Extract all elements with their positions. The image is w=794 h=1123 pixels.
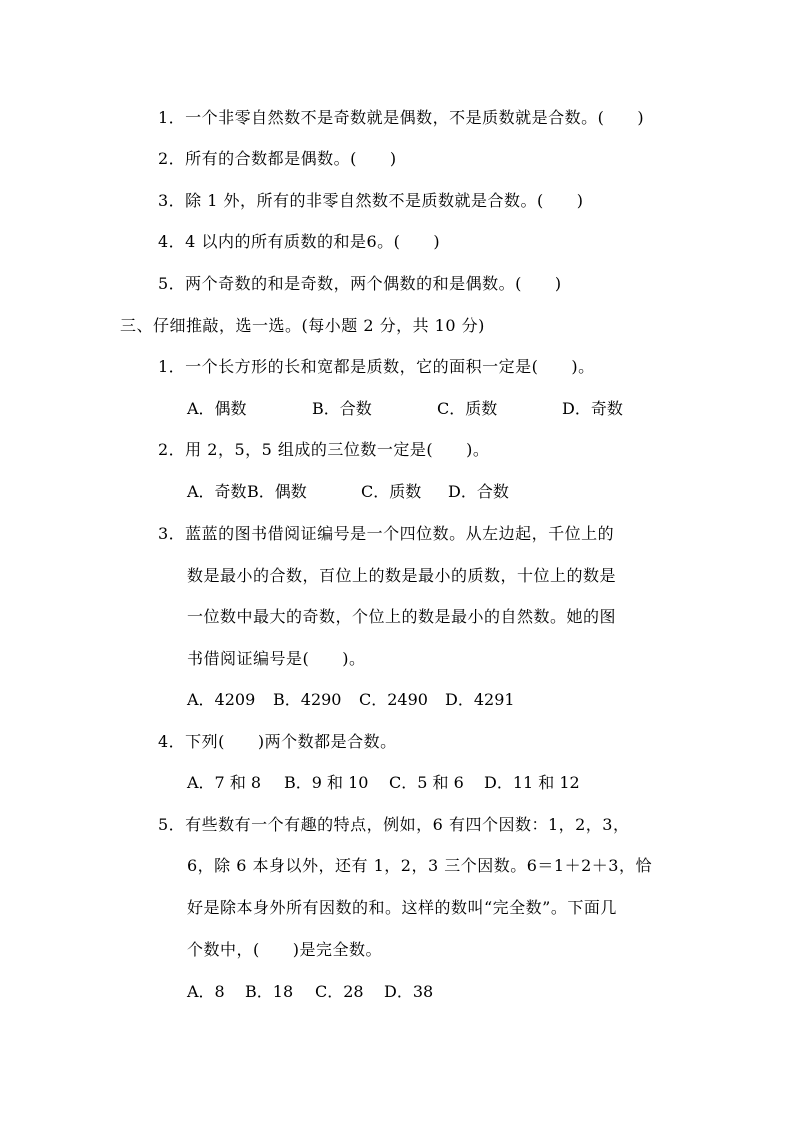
question-3-stem-line-3: 一位数中最大的奇数，个位上的数是最小的自然数。她的图 bbox=[187, 607, 617, 626]
tf-item-5: 5．两个奇数的和是奇数，两个偶数的和是偶数。( ) bbox=[158, 274, 562, 293]
question-5-stem-line-3: 好是除本身外所有因数的和。这样的数叫“完全数”。下面几 bbox=[187, 898, 617, 917]
q2-option-b: B．偶数 bbox=[247, 482, 307, 501]
question-5-stem-line-2: 6，除 6 本身以外，还有 1，2，3 三个因数。6＝1＋2＋3，恰 bbox=[187, 856, 652, 875]
q1-option-d: D．奇数 bbox=[562, 399, 623, 418]
tf-item-4: 4．4 以内的所有质数的和是6。( ) bbox=[158, 232, 441, 251]
q5-option-a: A．8 bbox=[187, 982, 225, 1001]
tf-item-2: 2．所有的合数都是偶数。( ) bbox=[158, 149, 397, 168]
q3-option-b: B．4290 bbox=[273, 690, 342, 709]
question-4-stem: 4．下列( )两个数都是合数。 bbox=[158, 732, 397, 751]
q5-option-b: B．18 bbox=[245, 982, 294, 1001]
q1-option-b: B．合数 bbox=[312, 399, 372, 418]
q3-option-c: C．2490 bbox=[359, 690, 428, 709]
tf-item-1: 1．一个非零自然数不是奇数就是偶数，不是质数就是合数。( ) bbox=[158, 108, 645, 127]
q2-option-a: A．奇数 bbox=[187, 482, 247, 501]
q5-option-d: D．38 bbox=[384, 982, 434, 1001]
question-3-stem-line-1: 3．蓝蓝的图书借阅证编号是一个四位数。从左边起，千位上的 bbox=[158, 524, 615, 543]
question-1-stem: 1．一个长方形的长和宽都是质数，它的面积一定是( )。 bbox=[158, 357, 595, 376]
question-5-stem-line-1: 5．有些数有一个有趣的特点，例如，6 有四个因数：1，2，3， bbox=[158, 815, 630, 834]
q4-option-c: C．5 和 6 bbox=[389, 773, 464, 792]
question-3-stem-line-2: 数是最小的合数，百位上的数是最小的质数，十位上的数是 bbox=[187, 566, 617, 585]
question-3-stem-line-4: 书借阅证编号是( )。 bbox=[187, 649, 366, 668]
tf-item-3: 3．除 1 外，所有的非零自然数不是质数就是合数。( ) bbox=[158, 191, 584, 210]
q4-option-d: D．11 和 12 bbox=[484, 773, 580, 792]
q5-option-c: C．28 bbox=[315, 982, 364, 1001]
q3-option-a: A．4209 bbox=[187, 690, 256, 709]
q4-option-b: B．9 和 10 bbox=[284, 773, 369, 792]
q2-option-d: D．合数 bbox=[448, 482, 509, 501]
q1-option-c: C．质数 bbox=[437, 399, 498, 418]
q1-option-a: A．偶数 bbox=[187, 399, 247, 418]
q4-option-a: A．7 和 8 bbox=[187, 773, 262, 792]
question-2-stem: 2．用 2，5，5 组成的三位数一定是( )。 bbox=[158, 440, 490, 459]
q2-option-c: C．质数 bbox=[361, 482, 422, 501]
section-heading: 三、仔细推敲，选一选。(每小题 2 分，共 10 分) bbox=[120, 316, 485, 335]
q3-option-d: D．4291 bbox=[445, 690, 515, 709]
question-5-stem-line-4: 个数中，( )是完全数。 bbox=[187, 940, 382, 959]
